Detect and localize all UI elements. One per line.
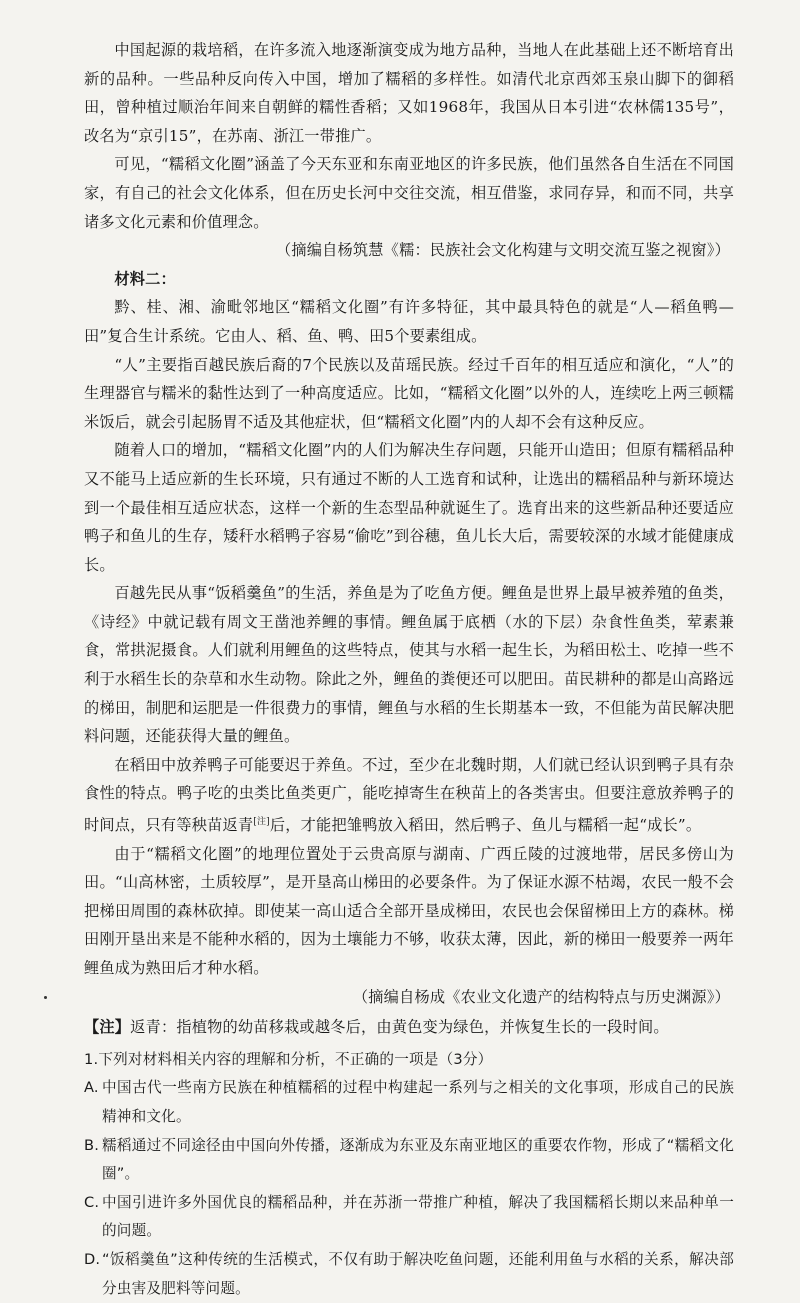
material-2-heading: 材料二： (114, 269, 176, 288)
passage-paragraph-1: 中国起源的栽培稻，在许多流入地逐渐演变成为地方品种，当地人在此基础上还不断培育出新的品种。一些品种反向传入中国，增加了糯稻的多样性。如清代北京西郊玉泉山脚下的御稻田，曾种植过顺治年间来自朝鲜的糯性香稻；又如1968年，我国从日本引进“农林儒135号”，改名为“京引15”，在苏南、浙江一带推广。 (84, 41, 734, 145)
paragraph-7-text-a: 在稻田中放养鸭子可能要迟于养鱼。不过，至少在北魏时期，人们就已经认识到鸭子具有杂食性的特点。鸭子吃的虫类比鱼类更广，能吃掉寄生在秧苗上的各类害虫。但要注意放养鸭子的时间点，只有等秧苗返青 (84, 755, 734, 835)
scan-speck (44, 996, 47, 999)
option-text: 中国引进许多外国优良的糯稻品种，并在苏浙一带推广种植，解决了我国糯稻长期以来品种单一的问题。 (102, 1193, 734, 1240)
option-text: 中国古代一些南方民族在种植糯稻的过程中构建起一系列与之相关的文化事项，形成自己的民族精神和文化。 (102, 1079, 734, 1126)
question-1-stem: 1.下列对材料相关内容的理解和分析，不正确的一项是（3分） (84, 1050, 493, 1068)
option-d[interactable] (84, 1246, 734, 1303)
footnote-label: 【注】 (84, 1018, 131, 1037)
option-b[interactable] (84, 1132, 734, 1189)
source-citation-1: （摘编自杨筑慧《糯：民族社会文化构建与文明交流互鉴之视窗》） (275, 241, 730, 260)
option-text: 糯稻通过不同途径由中国向外传播，逐渐成为东亚及东南亚地区的重要农作物，形成了“糯稻文化圈”。 (102, 1136, 734, 1183)
footnote-reference: [注] (253, 817, 270, 828)
passage-paragraph-6: 百越先民从事“饭稻羹鱼”的生活，养鱼是为了吃鱼方便。鲤鱼是世界上最早被养殖的鱼类，《诗经》中就记载有周文王凿池养鲤的事情。鲤鱼属于底栖（水的下层）杂食性鱼类，荤素兼食，常拱泥摄食。人们就利用鲤鱼的这些特点，使其与水稻一起生长，为稻田松土、吃掉一些不利于水稻生长的杂草和水生动物。除此之外，鲤鱼的粪便还可以肥田。苗民耕种的都是山高路远的梯田，制肥和运肥是一件很费力的事情，鲤鱼与水稻的生长期基本一致，不但能为苗民解决肥料问题，还能获得大量的鲤鱼。 (84, 584, 734, 746)
option-key: D. (84, 1251, 101, 1268)
passage-paragraph-2: 可见，“糯稻文化圈”涵盖了今天东亚和东南亚地区的许多民族，他们虽然各自生活在不同国家，有自己的社会文化体系，但在历史长河中交往交流，相互借鉴，求同存异，和而不同，共享诸多文化元素和价值理念。 (84, 155, 734, 231)
passage-paragraph-4: “人”主要指百越民族后裔的7个民族以及苗瑶民族。经过千百年的相互适应和演化，“人”的生理器官与糯米的黏性达到了一种高度适应。比如，“糯稻文化圈”以外的人，连续吃上两三顿糯米饭后，就会引起肠胃不适及其他症状，但“糯稻文化圈”内的人却不会有这种反应。 (84, 355, 734, 431)
passage-paragraph-5: 随着人口的增加，“糯稻文化圈”内的人们为解决生存问题，只能开山造田；但原有糯稻品种又不能马上适应新的生长环境，只有通过不断的人工选育和试种，让选出的糯稻品种与新环境达到一个最佳相互适应状态，这样一个新的生态型品种就诞生了。选育出来的这些新品种还要适应鸭子和鱼儿的生存，矮秆水稻鸭子容易“偷吃”到谷穗，鱼儿长大后，需要较深的水域才能健康成长。 (84, 441, 734, 574)
option-a[interactable] (84, 1074, 734, 1131)
option-text: “饭稻羹鱼”这种传统的生活模式，不仅有助于解决吃鱼问题，还能利用鱼与水稻的关系，解决部分虫害及肥料等问题。 (102, 1251, 734, 1297)
passage-paragraph-7 (84, 751, 734, 840)
paragraph-7-text-b: 后，才能把雏鸭放入稻田，然后鸭子、鱼儿与糯稻一起“成长”。 (269, 816, 702, 835)
source-citation-2: （摘编自杨成《农业文化遗产的结构特点与历史渊源》） (352, 987, 730, 1006)
option-key: A. (84, 1079, 99, 1097)
footnote-text: 返青：指植物的幼苗移栽或越冬后，由黄色变为绿色，并恢复生长的一段时间。 (130, 1018, 669, 1037)
option-key: B. (84, 1136, 100, 1154)
question-1-options (84, 1074, 734, 1303)
option-c[interactable] (84, 1189, 734, 1246)
option-key: C. (84, 1193, 100, 1211)
passage-paragraph-3: 黔、桂、湘、渝毗邻地区“糯稻文化圈”有许多特征，其中最具特色的就是“人—稻鱼鸭—田”复合生计系统。它由人、稻、鱼、鸭、田5个要素组成。 (84, 298, 734, 345)
passage-paragraph-8: 由于“糯稻文化圈”的地理位置处于云贵高原与湖南、广西丘陵的过渡地带，居民多傍山为田。“山高林密，土质较厚”，是开垦高山梯田的必要条件。为了保证水源不枯竭，农民一般不会把梯田周围的森林砍掉。即使某一高山适合全部开垦成梯田，农民也会保留梯田上方的森林。梯田刚开垦出来是不能种水稻的，因为土壤能力不够，收获太薄，因此，新的梯田一般要养一两年鲤鱼成为熟田后才种水稻。 (84, 844, 734, 978)
footnote (84, 1013, 734, 1042)
